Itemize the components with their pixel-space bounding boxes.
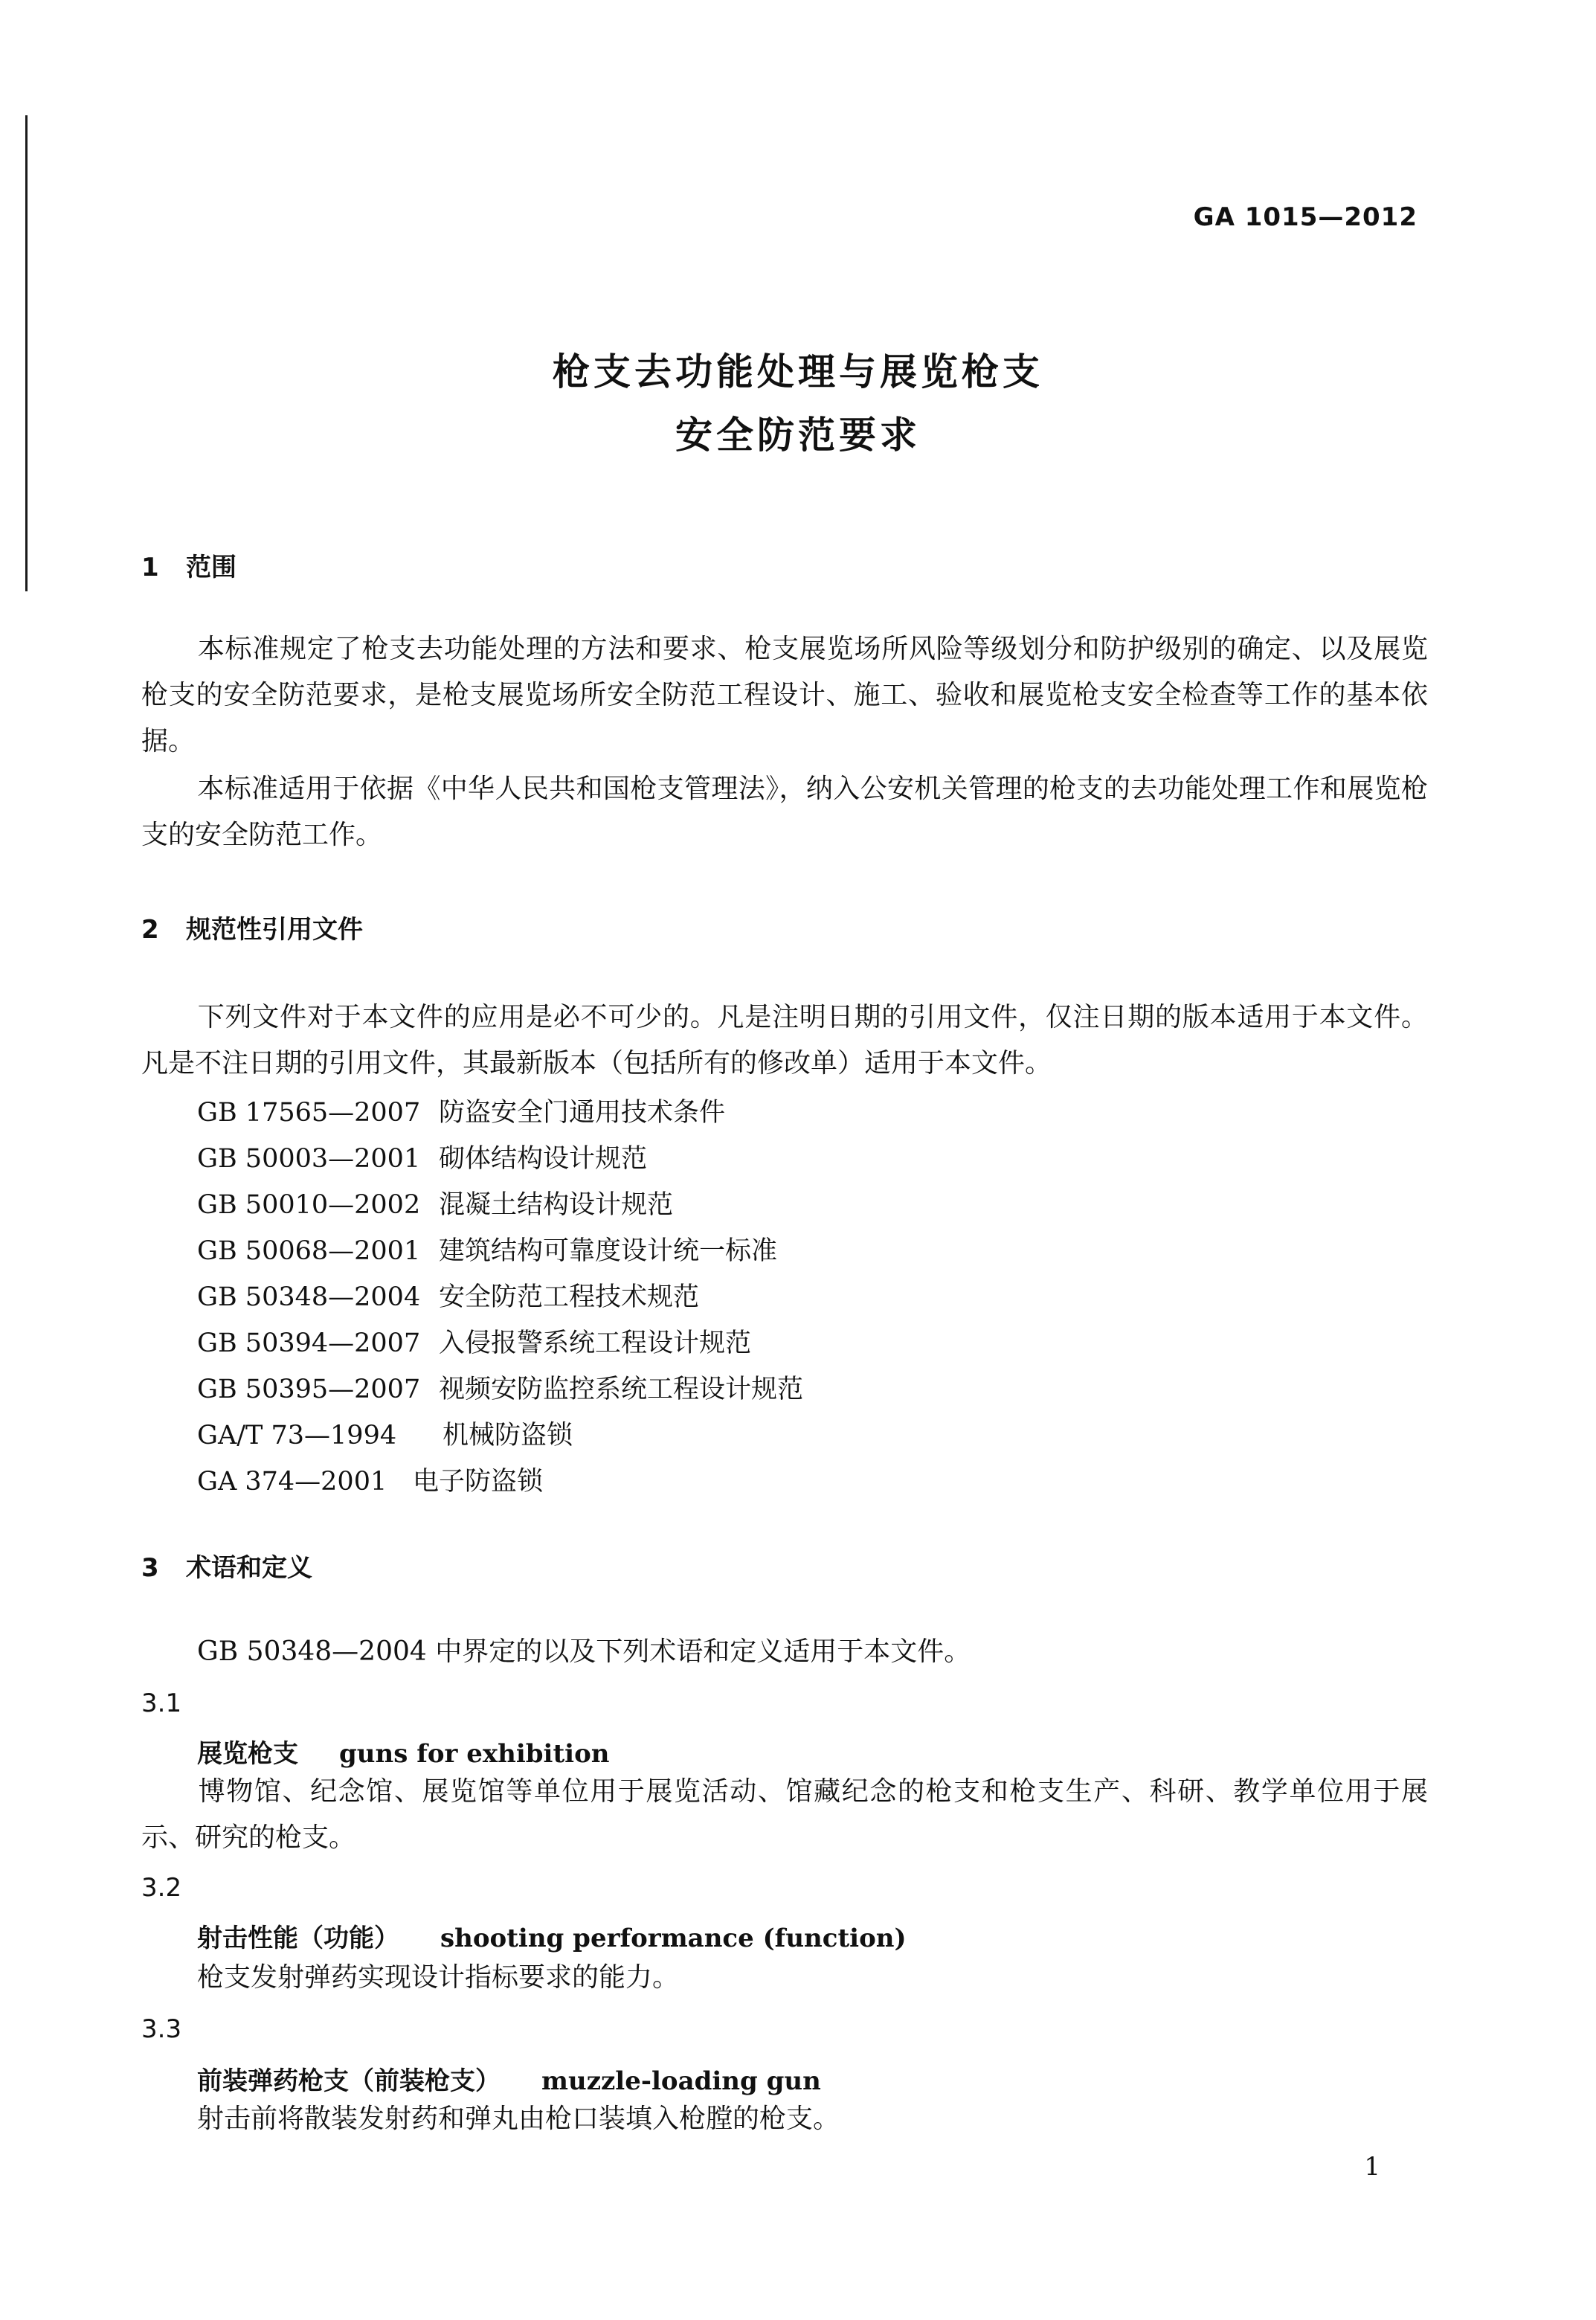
reference-item [197,1461,543,1498]
term-zh: 前装弹药枪支（前装枪支） [197,2066,501,2096]
term-en: muzzle-loading gun [541,2066,821,2096]
reference-item [197,1138,647,1175]
reference-title: 电子防盗锁 [413,1467,544,1497]
reference-title: 机械防盗锁 [443,1421,573,1450]
term-heading [197,2060,821,2097]
standard-number: GA 1015—2012 [1193,202,1418,232]
document-title-line1: 枪支去功能处理与展览枪支 [553,350,1043,393]
clause-number: 3.2 [141,1873,182,1903]
reference-item [197,1369,803,1406]
section-title: 规范性引用文件 [186,915,363,945]
section-number: 2 [141,915,159,945]
section-heading-normative-references [141,909,363,945]
reference-title: 安全防范工程技术规范 [439,1282,700,1312]
definition-text: 射击前将散装发射药和弹丸由枪口装填入枪膛的枪支。 [197,2104,840,2134]
reference-title: 混凝土结构设计规范 [439,1190,674,1220]
term-definition [197,2096,1428,2142]
term-definition [141,1769,1428,1861]
references-intro [141,994,1428,1087]
reference-code: GB 50068—2001 [197,1236,421,1266]
reference-code: GB 50010—2002 [197,1190,421,1220]
clause-number: 3.3 [141,2014,182,2044]
reference-code: GB 17565—2007 [197,1098,421,1128]
document-title-line2: 安全防范要求 [675,414,921,457]
reference-item [197,1323,751,1360]
reference-title: 砌体结构设计规范 [439,1144,648,1174]
section-heading-scope [141,547,236,583]
term-zh: 射击性能（功能） [197,1924,399,1953]
reference-code: GB 50394—2007 [197,1328,421,1358]
reference-item [197,1092,725,1129]
reference-code: GA/T 73—1994 [197,1421,397,1450]
reference-item [197,1230,777,1267]
section-title: 范围 [186,553,236,582]
reference-title: 视频安防监控系统工程设计规范 [439,1375,804,1404]
section-number: 3 [141,1553,159,1583]
page-number: 1 [1364,2152,1380,2182]
reference-code: GB 50395—2007 [197,1375,421,1404]
term-definition [197,1955,1428,2001]
scope-paragraph-1 [141,626,1428,765]
reference-item [197,1415,573,1452]
term-en: guns for exhibition [339,1739,610,1769]
reference-code: GB 50348—2004 [197,1282,421,1312]
definition-text: 枪支发射弹药实现设计指标要求的能力。 [197,1962,680,1993]
terms-intro [141,1629,1428,1675]
paragraph-text: 下列文件对于本文件的应用是必不可少的。凡是注明日期的引用文件，仅注日期的版本适用于本文件。凡是不注日期的引用文件，其最新版本（包括所有的修改单）适用于本文件。 [141,1002,1428,1079]
section-title: 术语和定义 [186,1553,312,1583]
reference-code: GA 374—2001 [197,1467,387,1497]
reference-code: GB 50003—2001 [197,1144,421,1174]
section-heading-terms [141,1547,312,1584]
paragraph-text: 本标准适用于依据《中华人民共和国枪支管理法》，纳入公安机关管理的枪支的去功能处理工作和展览枪支的安全防范工作。 [141,774,1428,850]
reference-title: 入侵报警系统工程设计规范 [439,1328,752,1358]
clause-number: 3.1 [141,1688,182,1718]
term-zh: 展览枪支 [197,1739,298,1769]
term-heading [197,1918,907,1954]
term-heading [197,1733,610,1770]
reference-title: 防盗安全门通用技术条件 [439,1098,726,1128]
section-number: 1 [141,553,159,582]
reference-item [197,1276,699,1314]
term-en: shooting performance (function) [440,1924,907,1953]
paragraph-text: 本标准规定了枪支去功能处理的方法和要求、枪支展览场所风险等级划分和防护级别的确定、以及展览枪支的安全防范要求，是枪支展览场所安全防范工程设计、施工、验收和展览枪支安全检查等工作的基本依据。 [141,634,1428,756]
reference-item [197,1184,673,1221]
scope-paragraph-2 [141,766,1428,858]
definition-text: 博物馆、纪念馆、展览馆等单位用于展览活动、馆藏纪念的枪支和枪支生产、科研、教学单位用于展示、研究的枪支。 [141,1776,1428,1853]
paragraph-text: GB 50348—2004 中界定的以及下列术语和定义适用于本文件。 [197,1636,971,1667]
reference-title: 建筑结构可靠度设计统一标准 [439,1236,778,1266]
